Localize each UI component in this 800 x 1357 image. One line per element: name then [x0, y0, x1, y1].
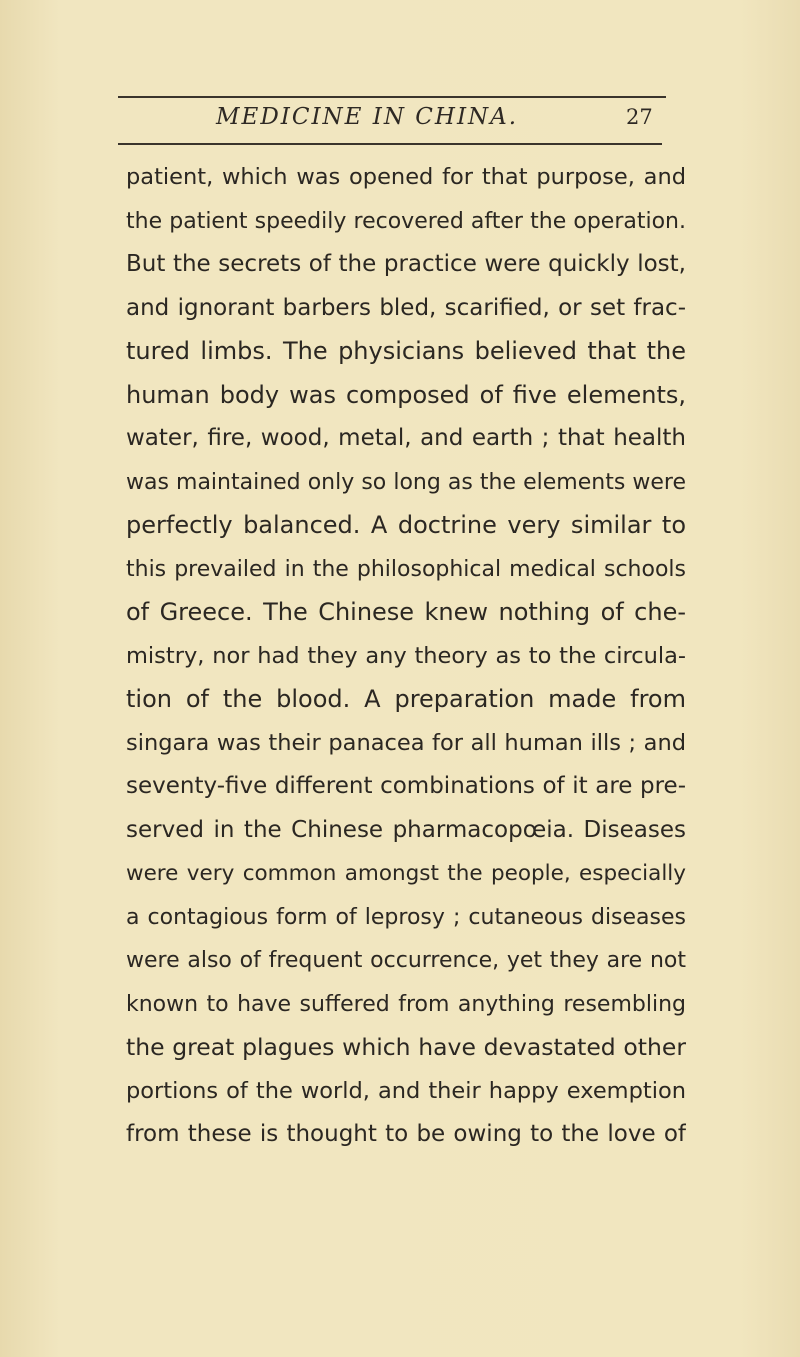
- text-line: water, fire, wood, metal, and earth ; that health: [126, 425, 686, 451]
- text-line: the patient speedily recovered after the operation.: [126, 208, 686, 234]
- text-line: But the secrets of the practice were quickly lost,: [126, 251, 686, 277]
- text-line: were very common amongst the people, especially: [126, 861, 686, 886]
- text-line: was maintained only so long as the elements were: [126, 469, 686, 495]
- text-line: known to have suffered from anything resembling: [126, 991, 686, 1017]
- text-line: tured limbs. The physicians believed that the: [126, 337, 686, 365]
- text-line: human body was composed of five elements,: [126, 380, 686, 409]
- text-line: perfectly balanced. A doctrine very similar to: [126, 511, 686, 539]
- text-line: seventy-five different combinations of it are pre-: [126, 773, 686, 799]
- text-line: the great plagues which have devastated other: [126, 1033, 686, 1061]
- text-line: mistry, nor had they any theory as to the circula-: [126, 642, 686, 669]
- text-line: and ignorant barbers bled, scarified, or set frac-: [126, 294, 686, 321]
- text-line: of Greece. The Chinese knew nothing of che-: [126, 598, 686, 626]
- text-line: served in the Chinese pharmacopœia. Diseases: [126, 816, 686, 843]
- body-text: [126, 156, 686, 1157]
- text-line: patient, which was opened for that purpose, and: [126, 164, 686, 190]
- header-rule-bottom: [118, 143, 662, 145]
- text-line: singara was their panacea for all human ills ; and: [126, 729, 686, 756]
- text-line: tion of the blood. A preparation made from: [126, 685, 686, 713]
- text-line: this prevailed in the philosophical medical schools: [126, 556, 686, 582]
- text-line: portions of the world, and their happy exemption: [126, 1077, 686, 1104]
- running-title: MEDICINE IN CHINA.: [216, 104, 519, 130]
- running-head: [0, 101, 800, 141]
- header-rule-top: [118, 96, 666, 98]
- text-line: from these is thought to be owing to the love of: [126, 1121, 686, 1147]
- page-number: 27: [626, 105, 653, 129]
- text-line: a contagious form of leprosy ; cutaneous diseases: [126, 904, 686, 930]
- text-line: were also of frequent occurrence, yet they are not: [126, 948, 686, 973]
